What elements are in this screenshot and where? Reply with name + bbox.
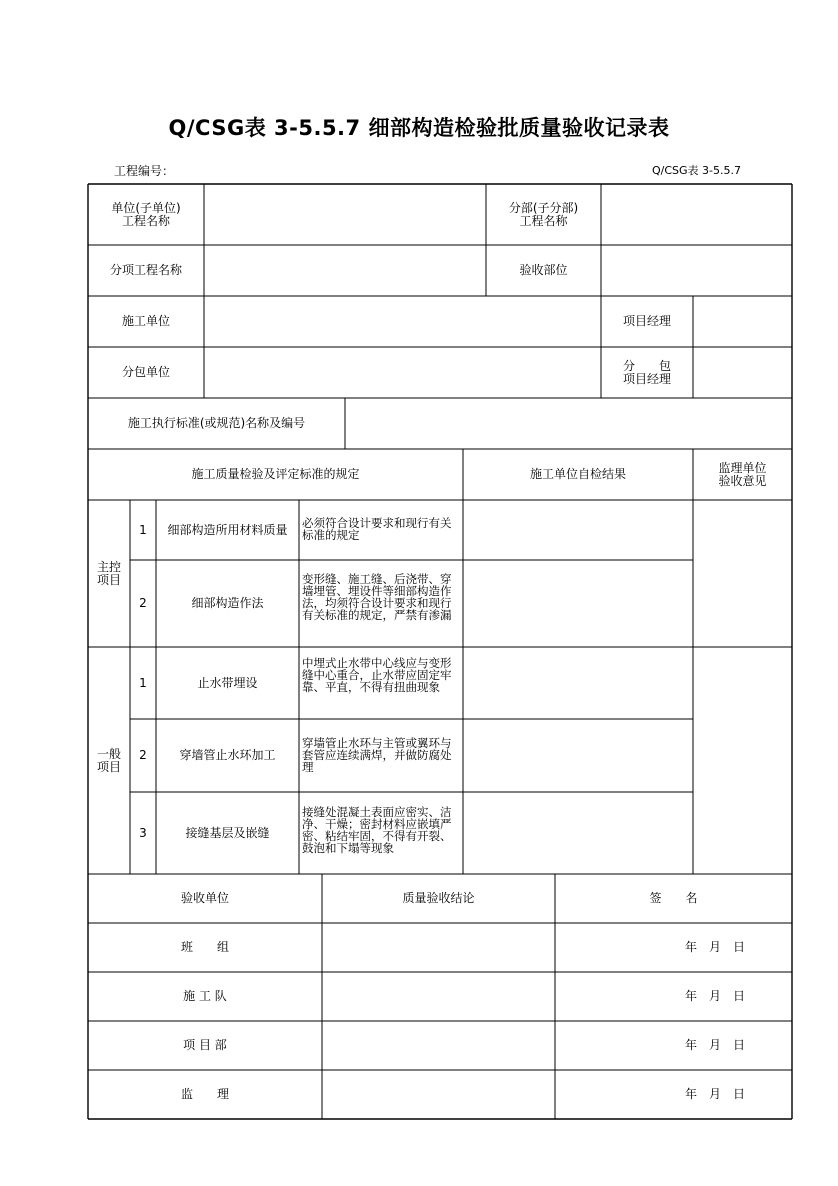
item-project-name-field[interactable] (204, 245, 486, 296)
general-item-3-requirement: 接缝处混凝土表面应密实、洁净、干燥；密封材料应嵌填严密、粘结牢固，不得有开裂、鼓泡和下塌等现象 (302, 805, 452, 855)
signoff-row-project-dept-date[interactable]: 年 月 日 (684, 1038, 745, 1052)
main-item-2-result-field[interactable] (463, 560, 693, 647)
signoff-row-team-date[interactable]: 年 月 日 (684, 940, 745, 954)
general-item-1-name: 止水带埋设 (197, 675, 258, 690)
main-control-supervisor-field[interactable] (693, 500, 792, 647)
general-item-2-name: 穿墙管止水环加工 (179, 748, 276, 762)
acceptance-part-field[interactable] (601, 245, 792, 296)
general-item-2-no: 2 (139, 748, 147, 762)
general-items-label: 一般 项目 (96, 746, 121, 774)
signoff-row-team-conclusion-field[interactable] (322, 923, 555, 972)
project-manager-label: 项目经理 (622, 314, 671, 328)
signoff-row-crew-date[interactable]: 年 月 日 (684, 989, 745, 1003)
signoff-row-supervision-unit: 监 理 (180, 1087, 229, 1101)
sub-project-name-field[interactable] (601, 184, 792, 245)
construction-unit-label: 施工单位 (121, 314, 170, 328)
main-item-1-requirement: 必须符合设计要求和现行有关标准的规定 (302, 516, 452, 542)
main-item-1-result-field[interactable] (463, 500, 693, 560)
unit-project-name-field[interactable] (204, 184, 486, 245)
sub-project-name-label: 分部(子分部) 工程名称 (508, 200, 579, 228)
general-item-3-name: 接缝基层及嵌缝 (185, 825, 270, 840)
construction-unit-field[interactable] (204, 296, 601, 347)
main-item-2-name: 细部构造作法 (191, 596, 264, 610)
subcontract-pm-label: 分 包 项目经理 (622, 358, 671, 386)
signoff-row-crew-conclusion-field[interactable] (322, 972, 555, 1021)
signoff-row-supervision-conclusion-field[interactable] (322, 1070, 555, 1119)
signoff-conclusion-header: 质量验收结论 (402, 891, 475, 905)
signoff-unit-header: 验收单位 (180, 891, 229, 905)
signoff-row-supervision-date[interactable]: 年 月 日 (684, 1087, 745, 1101)
subcontract-unit-field[interactable] (204, 347, 601, 398)
signoff-row-team-unit: 班 组 (180, 940, 229, 954)
form-code: Q/CSG表 3-5.5.7 (652, 164, 742, 177)
self-check-column-header: 施工单位自检结果 (529, 467, 626, 481)
subcontract-pm-field[interactable] (693, 347, 792, 398)
general-item-1-result-field[interactable] (463, 647, 693, 719)
form-title: Q/CSG表 3-5.5.7 细部构造检验批质量验收记录表 (168, 116, 670, 140)
general-item-1-no: 1 (139, 675, 147, 690)
signoff-sign-header: 签 名 (649, 891, 698, 905)
subcontract-unit-label: 分包单位 (121, 365, 170, 379)
project-number-label: 工程编号： (114, 164, 175, 178)
spec-column-header: 施工质量检验及评定标准的规定 (191, 467, 360, 481)
general-item-2-result-field[interactable] (463, 719, 693, 792)
signoff-row-project-dept-conclusion-field[interactable] (322, 1021, 555, 1070)
item-project-name-label: 分项工程名称 (109, 263, 182, 277)
main-item-2-no: 2 (139, 596, 147, 610)
project-manager-field[interactable] (693, 296, 792, 347)
general-item-3-no: 3 (139, 825, 147, 840)
general-item-3-result-field[interactable] (463, 792, 693, 874)
signoff-row-project-dept-unit: 项 目 部 (183, 1038, 227, 1052)
general-supervisor-field[interactable] (693, 647, 792, 874)
main-item-1-no: 1 (139, 522, 147, 537)
supervisor-column-header: 监理单位 验收意见 (718, 460, 767, 488)
main-item-2-requirement: 变形缝、施工缝、后浇带、穿墙埋管、埋设件等细部构造作法，均须符合设计要求和现行有关标准的规定，严禁有渗漏 (302, 572, 452, 622)
standard-name-field[interactable] (345, 398, 792, 449)
unit-project-name-label: 单位(子单位) 工程名称 (111, 200, 181, 228)
standard-name-label: 施工执行标准(或规范)名称及编号 (127, 416, 306, 430)
main-item-1-name: 细部构造所用材料质量 (167, 522, 288, 537)
signoff-row-crew-unit: 施 工 队 (183, 989, 227, 1003)
general-item-1-requirement: 中埋式止水带中心线应与变形缝中心重合，止水带应固定牢靠、平直，不得有扭曲现象 (302, 656, 452, 694)
acceptance-part-label: 验收部位 (519, 263, 568, 277)
main-control-label: 主控 项目 (96, 559, 121, 587)
general-item-2-requirement: 穿墙管止水环与主管或翼环与套管应连续满焊，并做防腐处理 (302, 736, 452, 774)
